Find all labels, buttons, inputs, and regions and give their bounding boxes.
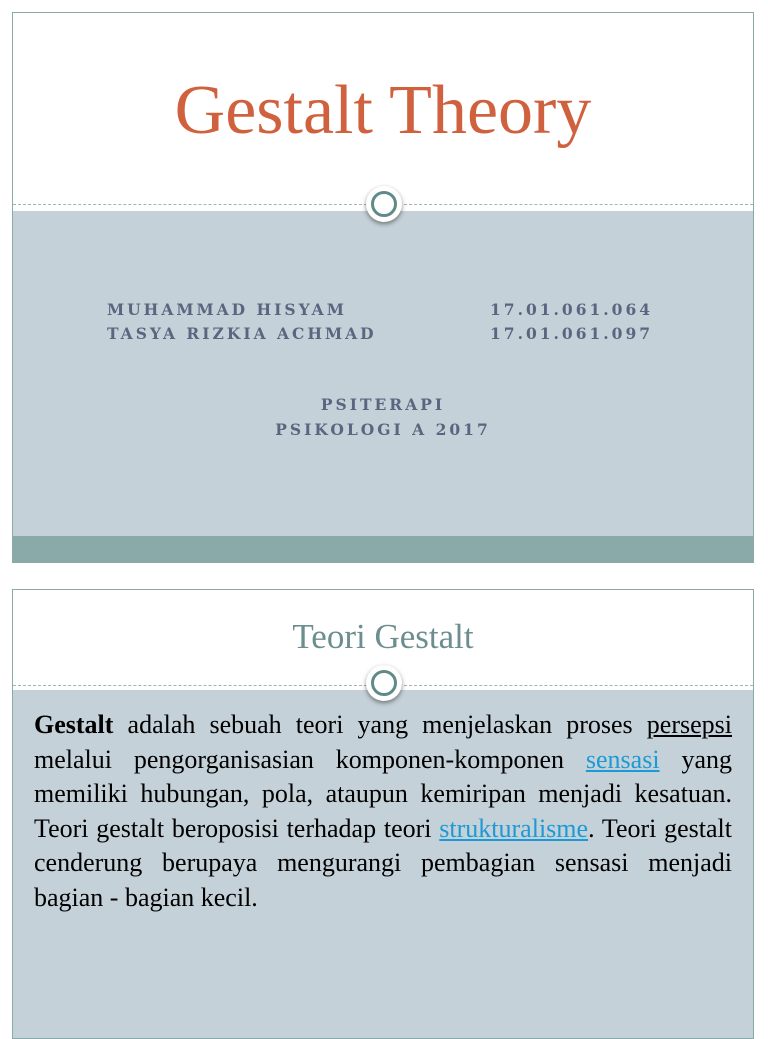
- body-text-3: yang memiliki hubungan, pola, ataupun kemiripan menjadi kesatuan. Teori gestalt beroposisi terhadap teori: [34, 744, 732, 843]
- body-paragraph: [34, 708, 732, 915]
- slide-title: Teori Gestalt: [292, 617, 474, 656]
- body-text-4: . Teori gestalt cenderung berupaya mengurangi pembagian sensasi menjadi bagian - bagian kecil.: [34, 813, 733, 912]
- link-strukturalisme[interactable]: strukturalisme: [439, 813, 589, 843]
- body-text-1: adalah sebuah teori yang menjelaskan proses: [113, 710, 647, 739]
- class-name: PSIKOLOGI A 2017: [275, 420, 491, 439]
- circle-ornament-icon: [366, 665, 402, 701]
- title-slide: [12, 12, 754, 563]
- term-gestalt: Gestalt: [34, 710, 114, 739]
- author-id-2: 17.01.061.097: [490, 324, 654, 343]
- circle-ornament-icon: [366, 186, 402, 222]
- course-name: PSITERAPI: [320, 395, 446, 414]
- body-text-2: melalui pengorganisasian komponen-komponen: [34, 744, 586, 774]
- footer-band: [13, 536, 753, 562]
- presentation-title: Gestalt Theory: [174, 72, 592, 149]
- title-area: [13, 13, 753, 211]
- author-name-2: TASYA RIZKIA ACHMAD: [107, 324, 377, 343]
- term-persepsi: persepsi: [646, 710, 732, 739]
- author-name-1: MUHAMMAD HISYAM: [107, 300, 347, 319]
- author-id-1: 17.01.061.064: [490, 300, 654, 319]
- link-sensasi[interactable]: sensasi: [585, 744, 660, 774]
- content-slide: [12, 589, 754, 1039]
